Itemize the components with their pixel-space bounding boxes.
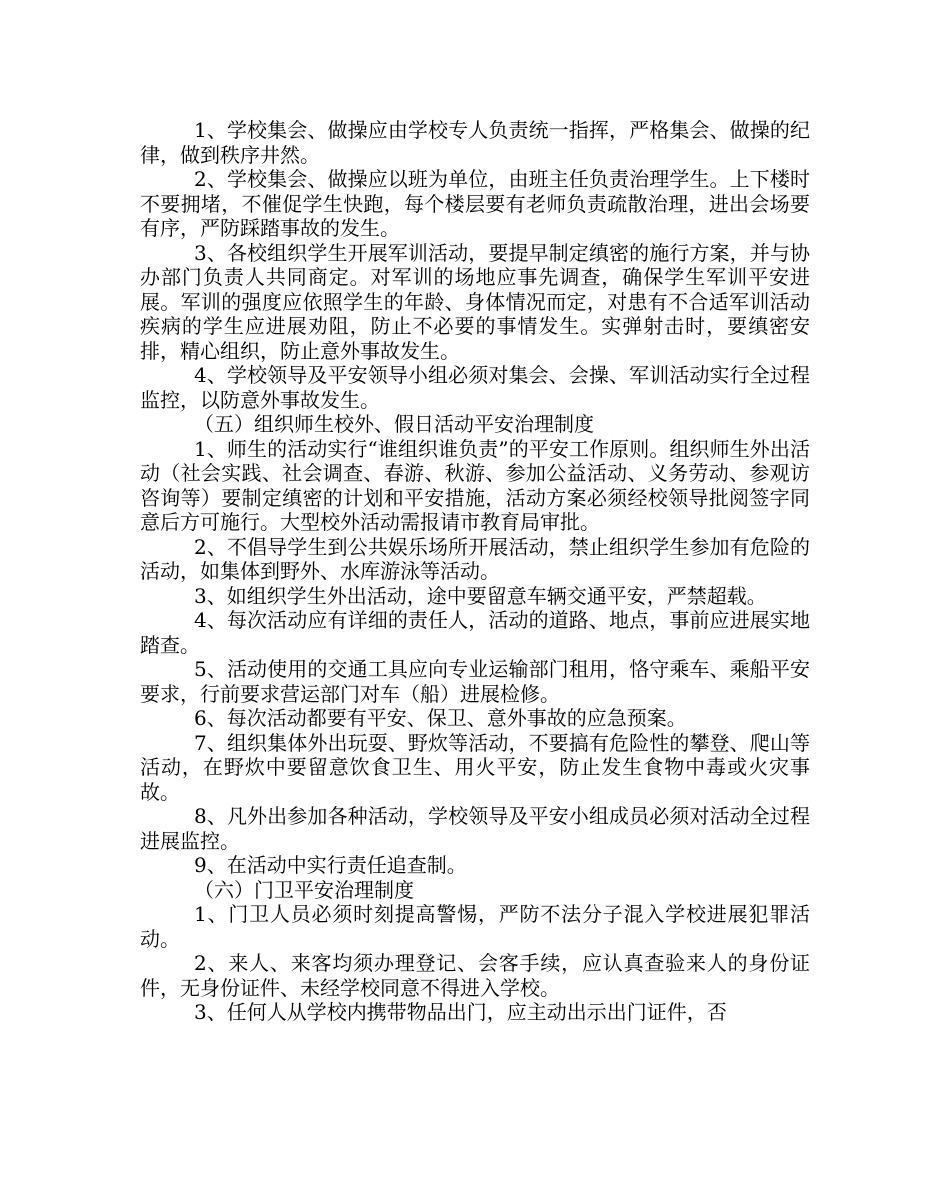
paragraph-3: 3、各校组织学生开展军训活动，要提早制定缜密的施行方案，并与协办部门负责人共同商定。对军训的场地应事先调查，确保学生军训平安进展。军训的强度应依照学生的年龄、身体情况而定，对患有不合适军训活动疾病的学生应进展劝阻，防止不必要的事情发生。实弹射击时，要缜密安排，精心组织，防止意外事故发生。 [140,240,810,363]
paragraph-5-9: 9、在活动中实行责任追查制。 [194,853,467,877]
paragraph-5-5: 5、活动使用的交通工具应向专业运输部门租用，恪守乘车、乘船平安要求，行前要求营运部门对车（船）进展检修。 [140,657,810,706]
paragraph-5-3: 3、如组织学生外出活动，途中要留意车辆交通平安，严禁超载。 [194,583,767,608]
section-heading-5: （五）组织师生校外、假日活动平安治理制度 [194,412,594,436]
section-heading-6: （六）门卫平安治理制度 [194,877,414,902]
paragraph-1: 1、学校集会、做操应由学校专人负责统一指挥，严格集会、做操的纪律，做到秩序井然。 [140,118,810,167]
paragraph-2: 2、学校集会、做操应以班为单位，由班主任负责治理学生。上下楼时不要拥堵，不催促学生快跑，每个楼层要有老师负责疏散治理，进出会场要有序，严防踩踏事故的发生。 [140,167,810,240]
paragraph-4: 4、学校领导及平安领导小组必须对集会、会操、军训活动实行全过程监控，以防意外事故发生。 [140,363,810,412]
paragraph-5-2: 2、不倡导学生到公共娱乐场所开展活动，禁止组织学生参加有危险的活动，如集体到野外、水库游泳等活动。 [140,534,810,583]
paragraph-6-2: 2、来人、来客均须办理登记、会客手续，应认真查验来人的身份证件，无身份证件、未经学校同意不得进入学校。 [140,951,810,1000]
paragraph-5-8: 8、凡外出参加各种活动，学校领导及平安小组成员必须对活动全过程进展监控。 [140,804,810,853]
paragraph-5-6: 6、每次活动都要有平安、保卫、意外事故的应急预案。 [194,706,687,730]
paragraph-5-1: 1、师生的活动实行“谁组织谁负责”的平安工作原则。组织师生外出活动（社会实践、社会调查、春游、秋游、参加公益活动、义务劳动、参观访咨询等）要制定缜密的计划和平安措施，活动方案必须经校领导批阅签字同意后方可施行。大型校外活动需报请市教育局审批。 [140,436,810,534]
paragraph-6-3: 3、任何人从学校内携带物品出门，应主动出示出门证件，否 [194,1000,727,1024]
document-page [140,118,810,1025]
paragraph-6-1: 1、门卫人员必须时刻提高警惕，严防不法分子混入学校进展犯罪活动。 [140,902,810,951]
paragraph-5-7: 7、组织集体外出玩耍、野炊等活动，不要搞有危险性的攀登、爬山等活动，在野炊中要留意饮食卫生、用火平安，防止发生食物中毒或火灾事故。 [140,730,810,804]
paragraph-5-4: 4、每次活动应有详细的责任人，活动的道路、地点，事前应进展实地踏查。 [140,608,810,657]
